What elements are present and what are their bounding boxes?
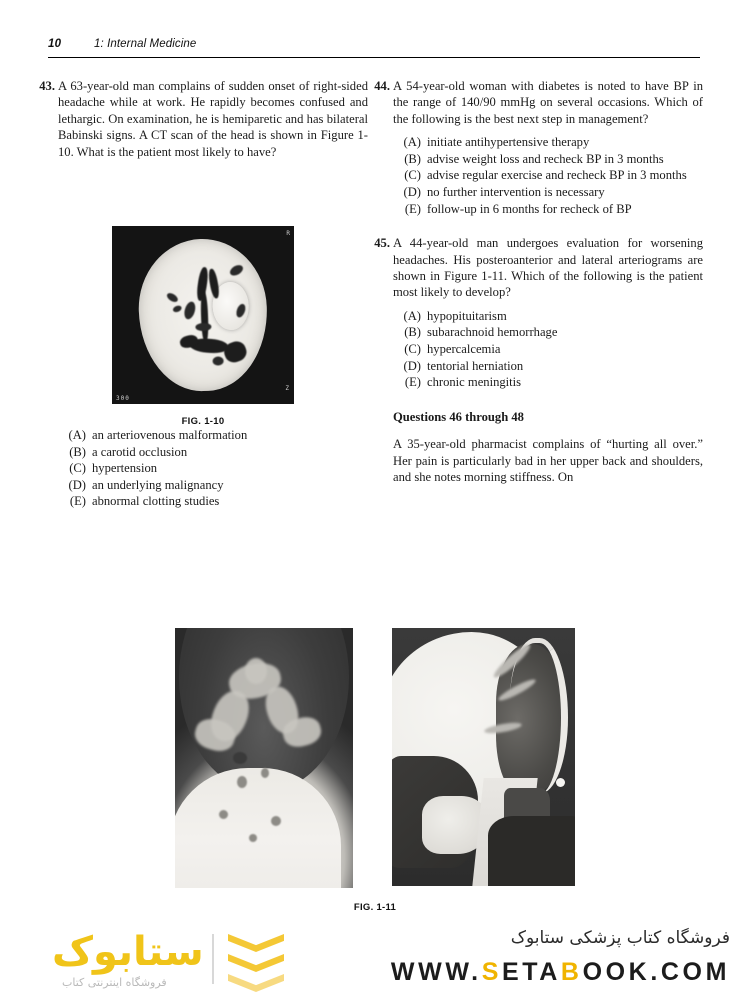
url-highlight-b: B: [560, 957, 583, 986]
figure-1-10: [112, 226, 294, 427]
ct-scan-image: [112, 226, 294, 404]
arteriogram-row: [175, 628, 575, 888]
option-e-letter: (E): [404, 375, 421, 390]
pa-marker: [233, 752, 247, 764]
logo-divider: [212, 934, 214, 984]
option-e-letter: (E): [69, 494, 86, 509]
question-45: [374, 235, 703, 391]
option-c-letter: (C): [404, 168, 421, 183]
chevron-icon-bar: [228, 954, 284, 972]
arteriogram-lateral: [392, 628, 575, 886]
footer-url[interactable]: [350, 958, 730, 987]
footer-brand-text: [350, 926, 730, 987]
ct-lesion-speck: [183, 300, 198, 320]
option-a[interactable]: [58, 427, 368, 444]
right-column: [374, 78, 703, 486]
option-c-letter: (C): [404, 342, 421, 356]
header-rule: [48, 57, 700, 58]
question-45-number: 45.: [374, 236, 390, 251]
running-head: [48, 38, 700, 62]
option-d[interactable]: [393, 358, 703, 375]
option-a[interactable]: [393, 308, 703, 325]
questions-46-48-vignette: A 35-year-old pharmacist complains of “hurting all over.” Her pain is particularly bad in her upper back and shoulders, and she notes morning stiffness. On: [393, 437, 703, 485]
question-43-options: [58, 427, 368, 510]
pa-marker: [237, 776, 247, 788]
option-c-text: hypertension: [92, 461, 158, 476]
figure-1-11-caption: FIG. 1-11: [353, 902, 397, 913]
option-d[interactable]: [58, 477, 368, 494]
ct-lesion-speck: [212, 356, 223, 365]
ct-corner-mark-top-right: R: [286, 230, 290, 237]
url-highlight-s: S: [481, 957, 502, 986]
lateral-lower-field: [488, 816, 575, 886]
ct-ventricle: [200, 291, 209, 343]
option-b-text: advise weight loss and recheck BP in 3 months: [427, 151, 664, 166]
option-a-letter: (A): [403, 308, 421, 323]
footer-tagline: فروشگاه کتاب پزشکی ستابوک: [510, 928, 730, 948]
option-c-letter: (C): [69, 461, 86, 476]
ct-corner-mark-bottom-right: Z: [285, 385, 289, 392]
option-c[interactable]: [393, 167, 703, 184]
option-a-text: initiate antihypertensive therapy: [427, 135, 590, 150]
option-d-letter: (D): [403, 185, 421, 199]
ct-skull-outline: [136, 237, 269, 393]
pa-marker: [271, 816, 281, 826]
setabook-logo[interactable]: [52, 928, 302, 1002]
ct-ventricle: [207, 268, 220, 299]
ct-lesion-speck: [165, 291, 179, 303]
option-d-text: tentorial herniation: [427, 358, 524, 373]
chapter-title: 1: Internal Medicine: [94, 38, 197, 50]
question-45-options: [393, 308, 703, 391]
question-44-stem: A 54-year-old woman with diabetes is noted to have BP in the range of 140/90 mmHg on several occasions. Which of the following is the best next step in management?: [393, 79, 703, 126]
option-d-letter: (D): [403, 358, 421, 373]
pa-marker: [261, 768, 269, 778]
pa-marker: [249, 834, 257, 842]
option-d-text: no further intervention is necessary: [427, 185, 605, 199]
logo-subtitle: فروشگاه اینترنتی کتاب: [62, 976, 167, 989]
figure-1-10-caption: FIG. 1-10: [181, 416, 225, 427]
page-number: 10: [48, 38, 62, 50]
option-c[interactable]: [393, 341, 703, 358]
figure-1-11: [175, 628, 575, 913]
url-eta: ETA: [501, 957, 561, 986]
question-44-options: [393, 134, 703, 217]
option-e-text: follow-up in 6 months for recheck of BP: [427, 201, 632, 216]
question-43-stem: A 63-year-old man complains of sudden onset of right-sided headache while at work. He rapidly becomes confused and lethargic. On examination, he is hemiparetic and has bilateral Babinski signs. A CT scan of the head is shown in Figure 1-10. What is the patient most likely to have?: [58, 79, 368, 159]
option-a-text: hypopituitarism: [427, 308, 507, 323]
option-b-text: subarachnoid hemorrhage: [427, 325, 558, 340]
option-b-letter: (B): [404, 151, 421, 166]
ct-lesion-speck: [228, 263, 245, 278]
question-44-number: 44.: [374, 79, 390, 93]
option-c-text: hypercalcemia: [427, 342, 501, 356]
question-43: [39, 78, 368, 160]
footer-watermark: [0, 922, 750, 1008]
pa-vessel-tangle: [245, 658, 267, 684]
option-c-text: advise regular exercise and recheck BP in 3 months: [427, 168, 687, 183]
logo-wordmark: [52, 929, 204, 975]
arteriogram-posteroanterior: [175, 628, 353, 888]
option-e[interactable]: [393, 201, 703, 218]
option-e-letter: (E): [404, 201, 421, 216]
questions-46-48-group: [393, 409, 703, 486]
option-b[interactable]: [58, 444, 368, 461]
option-d-letter: (D): [68, 477, 86, 492]
chevron-icon-bar: [228, 974, 284, 992]
option-a[interactable]: [393, 134, 703, 151]
question-43-number: 43.: [39, 79, 55, 93]
ct-lesion-speck: [195, 323, 211, 332]
option-b[interactable]: [393, 151, 703, 168]
lateral-radiopaque-marker: [556, 778, 565, 787]
option-a-letter: (A): [68, 428, 86, 443]
option-e-text: abnormal clotting studies: [92, 494, 220, 509]
ct-lesion-speck: [172, 304, 183, 313]
option-b-letter: (B): [404, 325, 421, 340]
logo-wordmark-text: ستابوک: [52, 929, 204, 975]
option-b-letter: (B): [69, 444, 86, 459]
option-d[interactable]: [393, 184, 703, 201]
option-c[interactable]: [58, 460, 368, 477]
question-45-stem: A 44-year-old man undergoes evaluation for worsening headaches. His posteroanterior and lateral arteriograms are shown in Figure 1-11. Which of the following is the patient most likely to develop?: [393, 236, 703, 300]
url-suffix: OOK.COM: [582, 957, 730, 986]
option-e[interactable]: [58, 493, 368, 510]
option-b[interactable]: [393, 324, 703, 341]
option-a-letter: (A): [403, 135, 421, 150]
option-b-text: a carotid occlusion: [92, 444, 188, 459]
option-e-text: chronic meningitis: [427, 375, 522, 390]
chevron-icon: [228, 934, 284, 996]
option-a-text: an arteriovenous malformation: [92, 428, 248, 443]
option-d-text: an underlying malignancy: [92, 477, 224, 492]
ct-corner-mark-bottom-left: 300: [116, 395, 130, 402]
pa-marker: [219, 810, 228, 819]
url-prefix: WWW.: [390, 957, 482, 986]
chevron-icon-bar: [228, 934, 284, 952]
question-44: [374, 78, 703, 217]
pa-skull-base: [175, 768, 341, 888]
questions-46-48-heading: Questions 46 through 48: [393, 409, 524, 424]
option-e[interactable]: [393, 374, 703, 391]
